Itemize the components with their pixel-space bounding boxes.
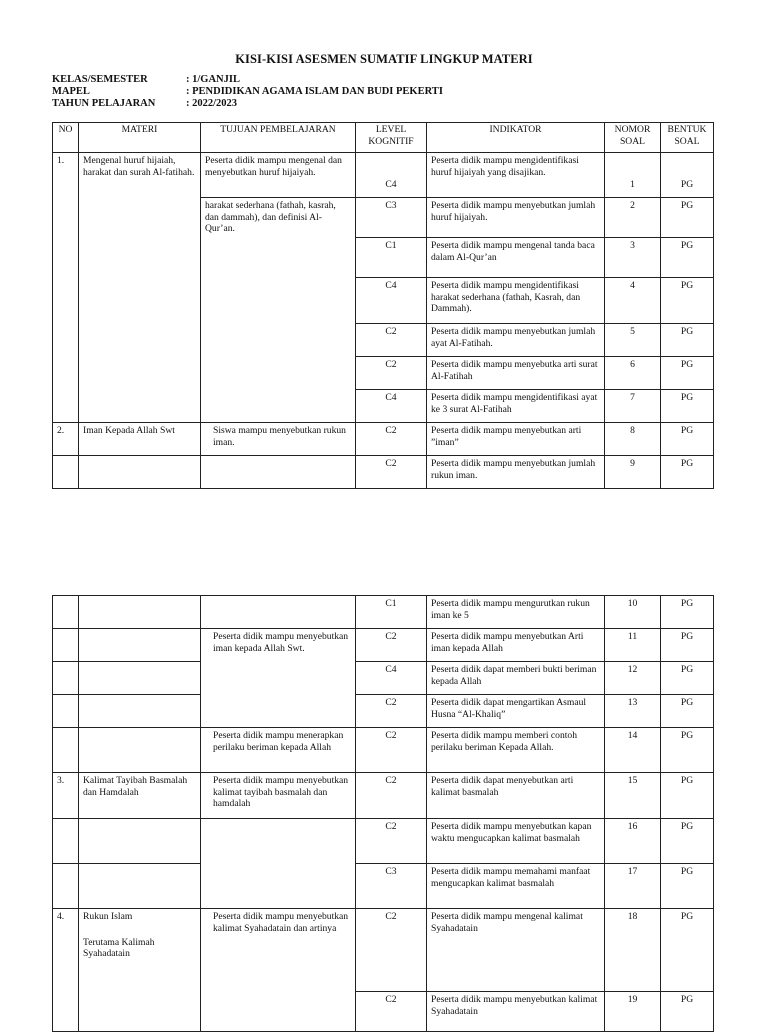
empty-cell xyxy=(53,596,79,629)
tujuan-cell: Peserta didik mampu menyebutkan iman kepada Allah Swt. xyxy=(201,629,356,728)
table-row xyxy=(53,773,714,819)
section-materi: Kalimat Tayibah Basmalah dan Hamdalah xyxy=(79,773,201,819)
materi-line: Rukun Islam xyxy=(83,911,133,922)
page-title: KISI-KISI ASESMEN SUMATIF LINGKUP MATERI xyxy=(235,52,533,66)
bentuk-cell: PG xyxy=(661,324,714,357)
nomor-cell: 5 xyxy=(605,324,661,357)
empty-cell xyxy=(79,662,201,695)
section-materi: Iman Kepada Allah Swt xyxy=(79,423,201,456)
bentuk-cell: PG xyxy=(661,695,714,728)
nomor-cell: 3 xyxy=(605,238,661,278)
level-cell: C4 xyxy=(356,390,427,423)
bentuk-cell: PG xyxy=(661,357,714,390)
tujuan-cell: Siswa mampu menyebutkan rukun iman. xyxy=(201,423,356,456)
section-no: 3. xyxy=(53,773,79,819)
bentuk-cell: PG xyxy=(661,864,714,909)
tujuan-cell: Peserta didik mampu menerapkan perilaku beriman kepada Allah xyxy=(201,728,356,773)
indikator-cell: Peserta didik mampu mengidentifikasi ayat ke 3 surat Al-Fatihah xyxy=(427,390,605,423)
meta-value: : 1/GANJIL xyxy=(186,74,240,85)
indikator-cell: Peserta didik mampu menyebutkan kalimat Syahadatain xyxy=(427,992,605,1032)
level-cell: C3 xyxy=(356,864,427,909)
empty-cell xyxy=(53,695,79,728)
meta-label: TAHUN PELAJARAN xyxy=(52,98,156,109)
table-row xyxy=(53,864,714,909)
indikator-cell: Peserta didik mampu mengurutkan rukun iman ke 5 xyxy=(427,596,605,629)
nomor-cell: 9 xyxy=(605,456,661,489)
level-cell: C2 xyxy=(356,992,427,1032)
bentuk-cell: PG xyxy=(661,728,714,773)
bentuk-cell: PG xyxy=(661,773,714,819)
indikator-cell: Peserta didik dapat menyebutkan arti kalimat basmalah xyxy=(427,773,605,819)
level-cell: C4 xyxy=(356,278,427,324)
empty-cell xyxy=(79,864,201,909)
nomor-cell: 18 xyxy=(605,909,661,992)
meta-label: MAPEL xyxy=(52,86,90,97)
empty-cell xyxy=(201,819,356,909)
indikator-cell: Peserta didik mampu menyebutkan jumlah rukun iman. xyxy=(427,456,605,489)
empty-cell xyxy=(79,596,201,629)
indikator-cell: Peserta didik mampu memberi contoh perilaku beriman Kepada Allah. xyxy=(427,728,605,773)
section-materi xyxy=(79,909,201,1032)
header-materi: MATERI xyxy=(79,123,201,153)
table-row xyxy=(53,153,714,198)
indikator-cell: Peserta didik mampu menyebutkan jumlah huruf hijaiyah. xyxy=(427,198,605,238)
nomor-cell: 15 xyxy=(605,773,661,819)
nomor-cell: 13 xyxy=(605,695,661,728)
header-bentuk: BENTUK SOAL xyxy=(661,123,714,153)
table-row xyxy=(53,909,714,992)
nomor-cell: 16 xyxy=(605,819,661,864)
empty-cell xyxy=(79,456,201,489)
level-cell: C4 xyxy=(356,662,427,695)
materi-line: Terutama Kalimah Syahadatain xyxy=(83,936,155,960)
level-cell: C2 xyxy=(356,357,427,390)
empty-cell xyxy=(79,728,201,773)
table-row xyxy=(53,695,714,728)
level-cell: C1 xyxy=(356,238,427,278)
empty-cell xyxy=(79,629,201,662)
indikator-cell: Peserta didik mampu menyebutkan arti ”iman” xyxy=(427,423,605,456)
tujuan-cell: harakat sederhana (fathah, kasrah, dan dammah), dan definisi Al-Qur’an. xyxy=(201,198,356,423)
bentuk-cell: PG xyxy=(661,278,714,324)
table-row xyxy=(53,662,714,695)
nomor-cell: 10 xyxy=(605,596,661,629)
indikator-cell: Peserta didik mampu menyebutkan Arti iman kepada Allah xyxy=(427,629,605,662)
table-row xyxy=(53,456,714,489)
nomor-cell: 7 xyxy=(605,390,661,423)
level-cell: C3 xyxy=(356,198,427,238)
meta-value: : PENDIDIKAN AGAMA ISLAM DAN BUDI PEKERTI xyxy=(186,86,443,97)
nomor-cell: 11 xyxy=(605,629,661,662)
nomor-cell: 14 xyxy=(605,728,661,773)
level-cell: C2 xyxy=(356,819,427,864)
header-level: LEVEL KOGNITIF xyxy=(356,123,427,153)
kisi-kisi-table-part-2 xyxy=(52,595,714,1032)
empty-cell xyxy=(201,596,356,629)
meta-row-mapel xyxy=(52,86,443,98)
table-row xyxy=(53,596,714,629)
section-no: 2. xyxy=(53,423,79,456)
table-row xyxy=(53,423,714,456)
nomor-cell: 1 xyxy=(605,153,661,198)
nomor-cell: 4 xyxy=(605,278,661,324)
indikator-cell: Peserta didik mampu mengenal tanda baca dalam Al-Qur’an xyxy=(427,238,605,278)
bentuk-cell: PG xyxy=(661,238,714,278)
level-cell: C2 xyxy=(356,423,427,456)
level-cell: C2 xyxy=(356,456,427,489)
tujuan-cell: Peserta didik mampu menyebutkan kalimat Syahadatain dan artinya xyxy=(201,909,356,1032)
bentuk-cell: PG xyxy=(661,423,714,456)
bentuk-cell: PG xyxy=(661,819,714,864)
level-cell: C4 xyxy=(356,153,427,198)
nomor-cell: 2 xyxy=(605,198,661,238)
header-nomor: NOMOR SOAL xyxy=(605,123,661,153)
level-cell: C1 xyxy=(356,596,427,629)
header-no: NO xyxy=(53,123,79,153)
header-tujuan: TUJUAN PEMBELAJARAN xyxy=(201,123,356,153)
bentuk-cell: PG xyxy=(661,153,714,198)
nomor-cell: 6 xyxy=(605,357,661,390)
nomor-cell: 17 xyxy=(605,864,661,909)
section-materi: Mengenal huruf hijaiah, harakat dan surah Al-fatihah. xyxy=(79,153,201,423)
nomor-cell: 12 xyxy=(605,662,661,695)
meta-row-tahun xyxy=(52,98,443,110)
level-cell: C2 xyxy=(356,909,427,992)
table-row xyxy=(53,629,714,662)
level-cell: C2 xyxy=(356,324,427,357)
indikator-cell: Peserta didik mampu mengenal kalimat Syahadatain xyxy=(427,909,605,992)
level-cell: C2 xyxy=(356,695,427,728)
section-no: 1. xyxy=(53,153,79,423)
empty-cell xyxy=(53,629,79,662)
indikator-cell: Peserta didik dapat memberi bukti beriman kepada Allah xyxy=(427,662,605,695)
indikator-cell: Peserta didik dapat mengartikan Asmaul Husna “Al-Khaliq” xyxy=(427,695,605,728)
bentuk-cell: PG xyxy=(661,390,714,423)
indikator-cell: Peserta didik mampu menyebutka arti surat Al-Fatihah xyxy=(427,357,605,390)
bentuk-cell: PG xyxy=(661,629,714,662)
tujuan-cell: Peserta didik mampu mengenal dan menyebutkan huruf hijaiyah. xyxy=(201,153,356,198)
empty-cell xyxy=(201,456,356,489)
level-cell: C2 xyxy=(356,728,427,773)
kisi-kisi-table-part-1 xyxy=(52,122,714,489)
tujuan-cell: Peserta didik mampu menyebutkan kalimat tayibah basmalah dan hamdalah xyxy=(201,773,356,819)
bentuk-cell: PG xyxy=(661,596,714,629)
bentuk-cell: PG xyxy=(661,992,714,1032)
empty-cell xyxy=(53,864,79,909)
level-cell: C2 xyxy=(356,629,427,662)
table-header-row xyxy=(53,123,714,153)
table-row xyxy=(53,819,714,864)
nomor-cell: 19 xyxy=(605,992,661,1032)
meta-label: KELAS/SEMESTER xyxy=(52,74,148,85)
empty-cell xyxy=(79,819,201,864)
document-meta xyxy=(52,74,443,110)
empty-cell xyxy=(53,728,79,773)
indikator-cell: Peserta didik mampu mengidentifikasi harakat sederhana (fathah, Kasrah, dan Dammah). xyxy=(427,278,605,324)
indikator-cell: Peserta didik mampu menyebutkan kapan waktu mengucapkan kalimat basmalah xyxy=(427,819,605,864)
empty-cell xyxy=(53,662,79,695)
bentuk-cell: PG xyxy=(661,909,714,992)
bentuk-cell: PG xyxy=(661,662,714,695)
meta-row-kelas xyxy=(52,74,443,86)
meta-value: : 2022/2023 xyxy=(186,98,238,109)
indikator-cell: Peserta didik mampu mengidentifikasi huruf hijaiyah yang disajikan. xyxy=(427,153,605,198)
indikator-cell: Peserta didik mampu memahami manfaat mengucapkan kalimat basmalah xyxy=(427,864,605,909)
indikator-cell: Peserta didik mampu menyebutkan jumlah ayat Al-Fatihah. xyxy=(427,324,605,357)
empty-cell xyxy=(53,456,79,489)
empty-cell xyxy=(53,819,79,864)
bentuk-cell: PG xyxy=(661,198,714,238)
header-indikator: INDIKATOR xyxy=(427,123,605,153)
nomor-cell: 8 xyxy=(605,423,661,456)
bentuk-cell: PG xyxy=(661,456,714,489)
spacer xyxy=(83,923,196,937)
empty-cell xyxy=(79,695,201,728)
table-row xyxy=(53,728,714,773)
section-no: 4. xyxy=(53,909,79,1032)
level-cell: C2 xyxy=(356,773,427,819)
